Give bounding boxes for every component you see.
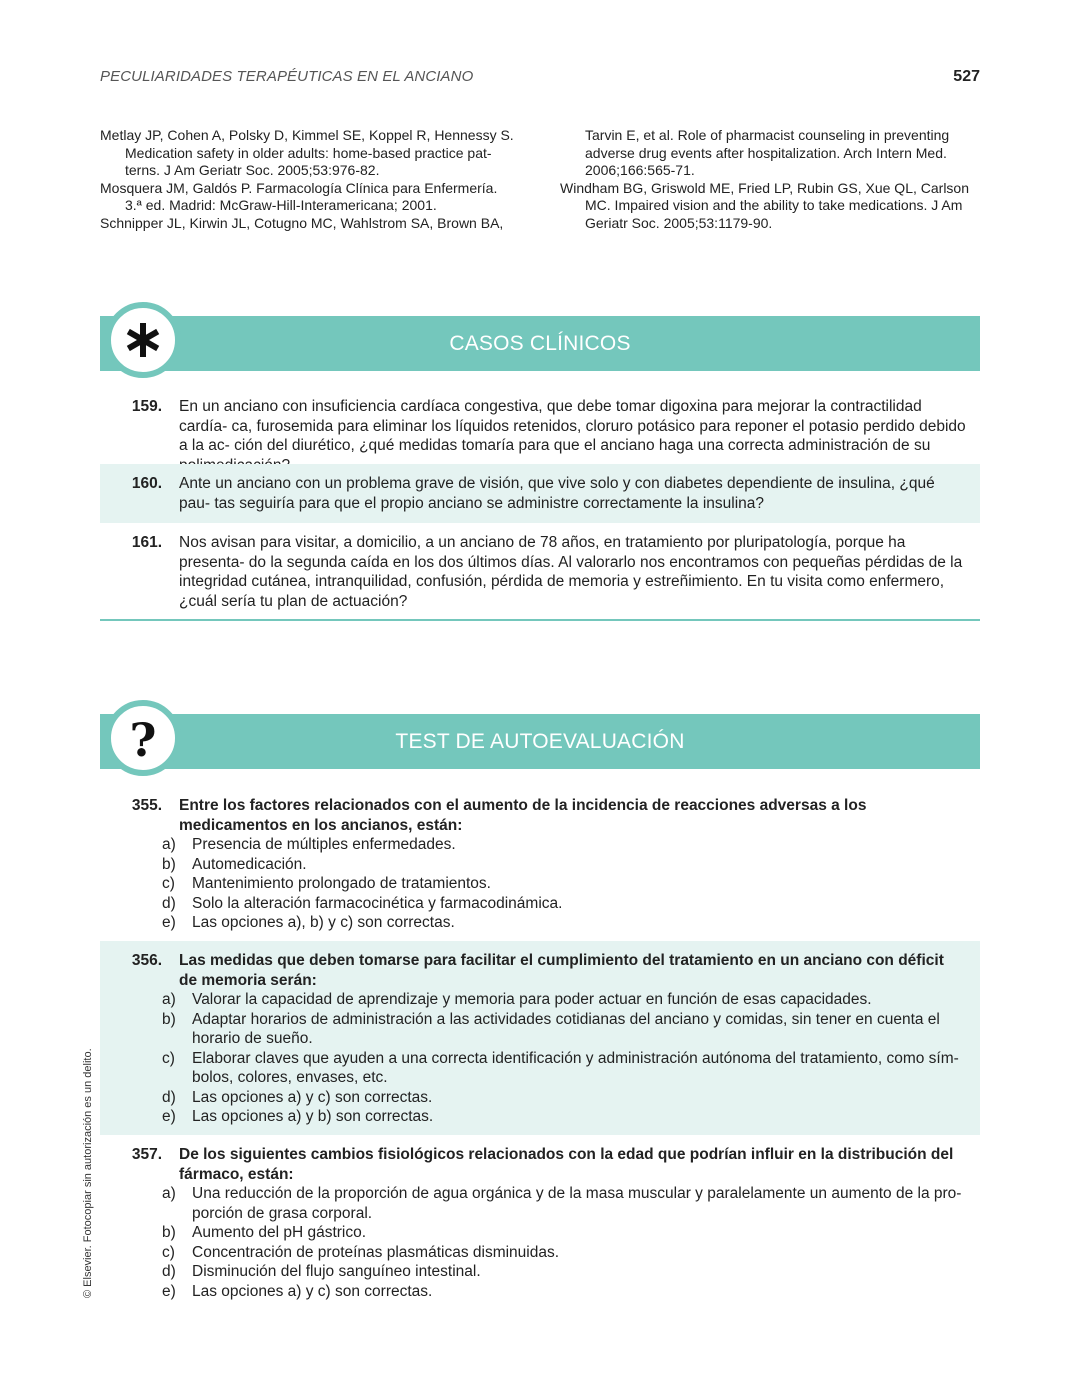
option-list — [162, 1184, 966, 1301]
case-number: 161. — [131, 534, 162, 551]
option-b: b) Aumento del pH gástrico. — [162, 1224, 367, 1241]
option-c: c) Elaborar claves que ayuden a una correcta identificación y administración autónoma del tratamiento, como sím- bolos, colores, envases, etc. — [162, 1049, 959, 1086]
section-title: TEST DE AUTOEVALUACIÓN — [395, 730, 685, 753]
option-e: e) Las opciones a) y c) son correctas. — [162, 1282, 433, 1300]
case-number: 160. — [131, 475, 162, 492]
case-number: 159. — [131, 398, 162, 415]
option-a: a) Una reducción de la proporción de agua orgánica y de la masa muscular y paralelamente un aumento de la pro- porción de grasa corporal. — [162, 1185, 962, 1222]
section-title: CASOS CLÍNICOS — [449, 332, 631, 355]
reference-entry-continued: Tarvin E, et al. Role of pharmacist counseling in preventing adverse drug events after hospitalization. Arch Intern Med. 2006;166:565-71. — [585, 127, 950, 178]
case-text: En un anciano con insuficiencia cardíaca congestiva, que debe tomar digoxina para mejorar la contractilidad cardía- ca, furosemida para eliminar los líquidos retenidos, cloruro potásico para reponer el potasio perdido debido a la ac- ción del diurético, ¿qué medidas tomaría para que el anciano haga una correcta administración de su — [179, 398, 966, 454]
section-divider — [100, 619, 980, 621]
reference-entry: Windham BG, Griswold ME, Fried LP, Rubin GS, Xue QL, Carlson MC. Impaired vision and the ability to take medications. J Am Geriatr Soc. 2005;53:1179-90. — [560, 179, 970, 231]
references-left-column — [100, 127, 520, 232]
page-number: 527 — [953, 68, 980, 85]
question-stem: De los siguientes cambios fisiológicos relacionados con la edad que podrían influir en la distribución del fármaco, están: — [179, 1146, 954, 1183]
question-number: 356. — [131, 952, 162, 969]
option-e: e) Las opciones a) y b) son correctas. — [162, 1108, 434, 1125]
references-right-column — [560, 127, 980, 232]
option-c: c) Mantenimiento prolongado de tratamientos. — [162, 875, 491, 892]
casos-clinicos-banner — [100, 316, 980, 371]
svg-text:?: ? — [129, 714, 157, 762]
option-a: a) Presencia de múltiples enfermedades. — [162, 836, 456, 853]
question-mark-icon — [105, 700, 181, 776]
reference-entry: Metlay JP, Cohen A, Polsky D, Kimmel SE, Koppel R, Hennessy S. Medication safety in older adults: home-based practice pat- terns. J Am Geriatr Soc. 2005;53:976-82. — [100, 127, 514, 178]
case-160 — [100, 464, 980, 523]
reference-entry: Mosquera JM, Galdós P. Farmacología Clínica para Enfermería. 3.ª ed. Madrid: McGraw-Hill-Interamericana; 2001. — [100, 179, 498, 213]
question-356 — [100, 941, 980, 1135]
option-c: c) Concentración de proteínas plasmáticas disminuidas. — [162, 1243, 560, 1261]
copyright-note: © Elsevier. Fotocopiar sin autorización es un delito. — [82, 1048, 94, 1298]
question-number: 357. — [131, 1146, 162, 1163]
case-161 — [100, 533, 980, 611]
test-autoevaluacion-banner — [100, 714, 980, 769]
case-text: Ante un anciano con un problema grave de visión, que vive solo y con diabetes dependiente de insulina, ¿qué pau- tas seguiría para que el propio anciano se administre correctamente la insulina? — [179, 475, 935, 512]
option-e: e) Las opciones a), b) y c) son correctas. — [162, 914, 455, 931]
running-header: PECULIARIDADES TERAPÉUTICAS EN EL ANCIANO — [100, 68, 474, 85]
question-355 — [100, 796, 980, 933]
option-d: d) Disminución del flujo sanguíneo intestinal. — [162, 1263, 481, 1280]
option-a: a) Valorar la capacidad de aprendizaje y memoria para poder actuar en función de esas capacidades. — [162, 991, 872, 1008]
case-159 — [100, 397, 980, 461]
question-stem: Las medidas que deben tomarse para facilitar el cumplimiento del tratamiento en un anciano con déficit de memoria serán: — [179, 952, 944, 989]
option-d: d) Las opciones a) y c) son correctas. — [162, 1088, 433, 1106]
option-b: b) Adaptar horarios de administración a las actividades cotidianas del anciano y comidas, sin tener en cuenta el horario de sueño. — [162, 1010, 940, 1047]
option-d: d) Solo la alteración farmacocinética y farmacodinámica. — [162, 894, 563, 912]
option-list — [162, 835, 966, 933]
question-number: 355. — [131, 797, 162, 814]
question-stem: Entre los factores relacionados con el aumento de la incidencia de reacciones adversas a los medicamentos en los ancianos, están: — [179, 797, 867, 834]
question-357 — [100, 1145, 980, 1301]
option-b: b) Automedicación. — [162, 855, 307, 873]
reference-entry: Schnipper JL, Kirwin JL, Cotugno MC, Wahlstrom SA, Brown BA, — [100, 214, 504, 231]
asterisk-icon — [105, 302, 181, 378]
option-list — [162, 990, 966, 1127]
case-text: Nos avisan para visitar, a domicilio, a un anciano de 78 años, en tratamiento por pluripatología, porque ha presenta- do la segunda caída en los dos últimos días. Al valorarlo nos encontramos con pequeñas pérdidas de la integridad cutánea, intranquilidad, confusión, pérdida de memoria y estreñimiento. En tu visita como enfermero, ¿cuál sería tu plan de actuación? — [179, 534, 963, 610]
